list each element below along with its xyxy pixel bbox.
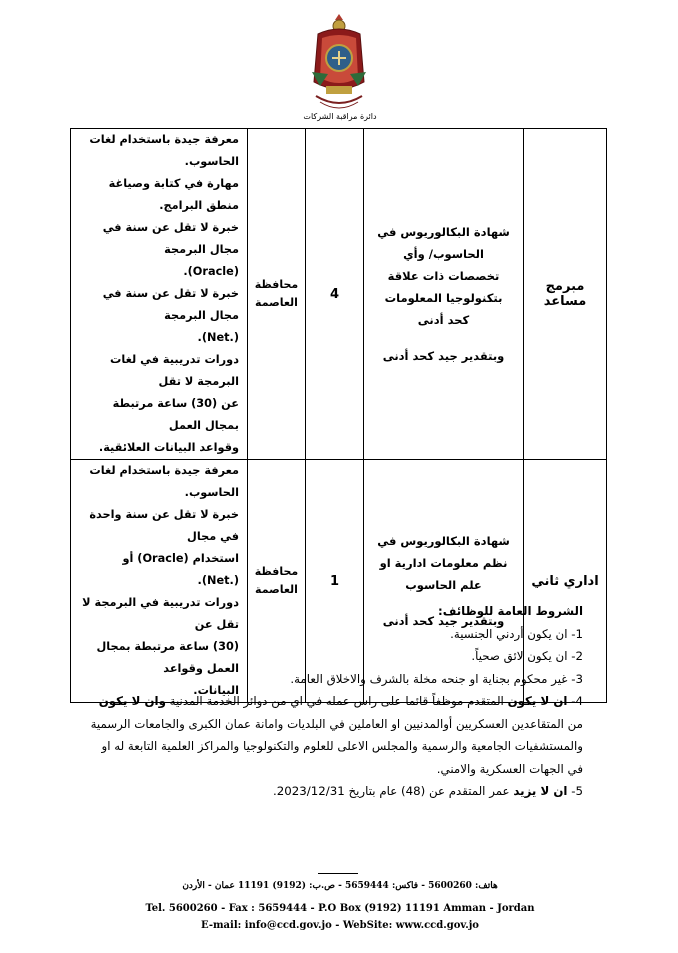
qualification-line: شهادة البكالوريوس في bbox=[377, 225, 510, 239]
condition-emphasis: وان لا يكون bbox=[98, 694, 166, 708]
condition-emphasis: ان لا يزيد bbox=[513, 784, 568, 798]
requirement-line: خبرة لا تقل عن سنة في مجال البرمجة bbox=[102, 221, 239, 256]
qualification-line: بتكنولوجيا المعلومات bbox=[384, 291, 503, 305]
requirement-line: خبرة لا تقل عن سنة في مجال البرمجة bbox=[102, 287, 239, 322]
qualification-line: تخصصات ذات علاقة bbox=[387, 269, 500, 283]
general-conditions bbox=[90, 600, 583, 803]
requirement-line: وقواعد البيانات العلائقية. bbox=[98, 441, 239, 454]
requirement-line: (.Net). bbox=[197, 331, 239, 344]
location-cell bbox=[248, 129, 306, 460]
footer-divider bbox=[318, 873, 358, 874]
condition-item: 3- غير محكوم بجناية او جنحه مخلة بالشرف والاخلاق العامة. bbox=[290, 671, 583, 686]
condition-number: 4- bbox=[567, 694, 583, 708]
requirement-line: دورات تدريبية في لغات البرمجة لا تقل bbox=[110, 353, 239, 388]
requirement-line: دورات تدريبية في البرمجة لا تقل عن bbox=[82, 596, 239, 631]
condition-text: من المتقاعدين العسكريين أوالمدنيين او العاملين في البلديات وامانة عمان الكبرى والجامعات الرسمية والمستشفيات الجامعية والرسمية والمجلس الاعلى للعلوم والتكنولوجيا والمراكز العلمية التابعة له او في الجهات العسكرية والامني. bbox=[90, 716, 583, 776]
location-line: محافظة bbox=[254, 565, 299, 578]
qualification-grade: وبتقدير جيد كحد أدنى bbox=[382, 349, 505, 363]
qualification-grade: وبتقدير جيد كحد أدنى bbox=[382, 614, 505, 628]
requirement-line: (30) ساعة مرتبطة بمجال العمل وقواعد bbox=[96, 640, 239, 675]
condition-number: 5- bbox=[567, 784, 583, 798]
condition-item bbox=[90, 690, 583, 780]
qualification-cell bbox=[364, 129, 524, 460]
requirement-line: (Oracle). bbox=[183, 265, 239, 278]
conditions-heading: الشروط العامة للوظائف: bbox=[437, 604, 583, 618]
location-line: العاصمة bbox=[255, 296, 298, 309]
department-label: دائرة مراقبة الشركات bbox=[303, 112, 377, 121]
location-line: العاصمة bbox=[255, 583, 298, 596]
requirement-line: معرفة جيدة باستخدام لغات الحاسوب. bbox=[89, 133, 239, 168]
requirement-line: استخدام (Oracle) أو (.Net). bbox=[122, 552, 239, 587]
requirement-line: البيانات. bbox=[193, 684, 239, 697]
requirement-line: عن (30) ساعة مرتبطة بمجال العمل bbox=[112, 397, 239, 432]
footer-arabic-contact: هاتف: 5600260 - فاكس: 5659444 - ص.ب: (9192) 11191 عمان - الأردن bbox=[182, 881, 498, 891]
condition-item: 1- ان يكون أردني الجنسية. bbox=[450, 626, 583, 641]
requirement-line: خبرة لا تقل عن سنة واحدة في مجال bbox=[89, 508, 239, 543]
table-row bbox=[71, 129, 607, 460]
vacancy-count: 4 bbox=[306, 129, 364, 460]
qualification-line: نظم معلومات ادارية او bbox=[379, 556, 508, 570]
requirement-line: معرفة جيدة باستخدام لغات الحاسوب. bbox=[89, 464, 239, 499]
qualification-line: شهادة البكالوريوس في bbox=[377, 534, 510, 548]
job-title: اداري ثاني bbox=[524, 460, 607, 703]
job-title: مبرمج مساعد bbox=[524, 129, 607, 460]
condition-emphasis: ان لا يكون bbox=[507, 694, 568, 708]
condition-item: 2- ان يكون لائق صحياً. bbox=[471, 649, 583, 663]
footer-english-contact: Tel. 5600260 - Fax : 5659444 - P.O Box (9192) 11191 Amman - Jordan bbox=[145, 903, 535, 914]
requirement-line: مهارة في كتابة وصياغة منطق البرامج. bbox=[108, 177, 239, 212]
qualification-line: الحاسوب/ وأي bbox=[403, 247, 484, 261]
location-line: محافظة bbox=[254, 278, 299, 291]
condition-text: عمر المتقدم عن (48) عام بتاريخ 2023/12/31. bbox=[273, 784, 514, 798]
requirements-cell bbox=[71, 129, 248, 460]
condition-text: المتقدم موظفاً قائما على راس عمله في اي من دوائر الخدمة المدنية bbox=[165, 694, 508, 708]
qualification-line: كحد أدنى bbox=[417, 313, 470, 327]
vacancy-count: 1 bbox=[306, 460, 364, 703]
qualification-line: علم الحاسوب bbox=[405, 578, 482, 592]
coat-of-arms-logo bbox=[308, 12, 370, 118]
condition-item bbox=[90, 780, 583, 803]
footer-web-contact: E-mail: info@ccd.gov.jo - WebSite: www.ccd.gov.jo bbox=[201, 920, 479, 931]
